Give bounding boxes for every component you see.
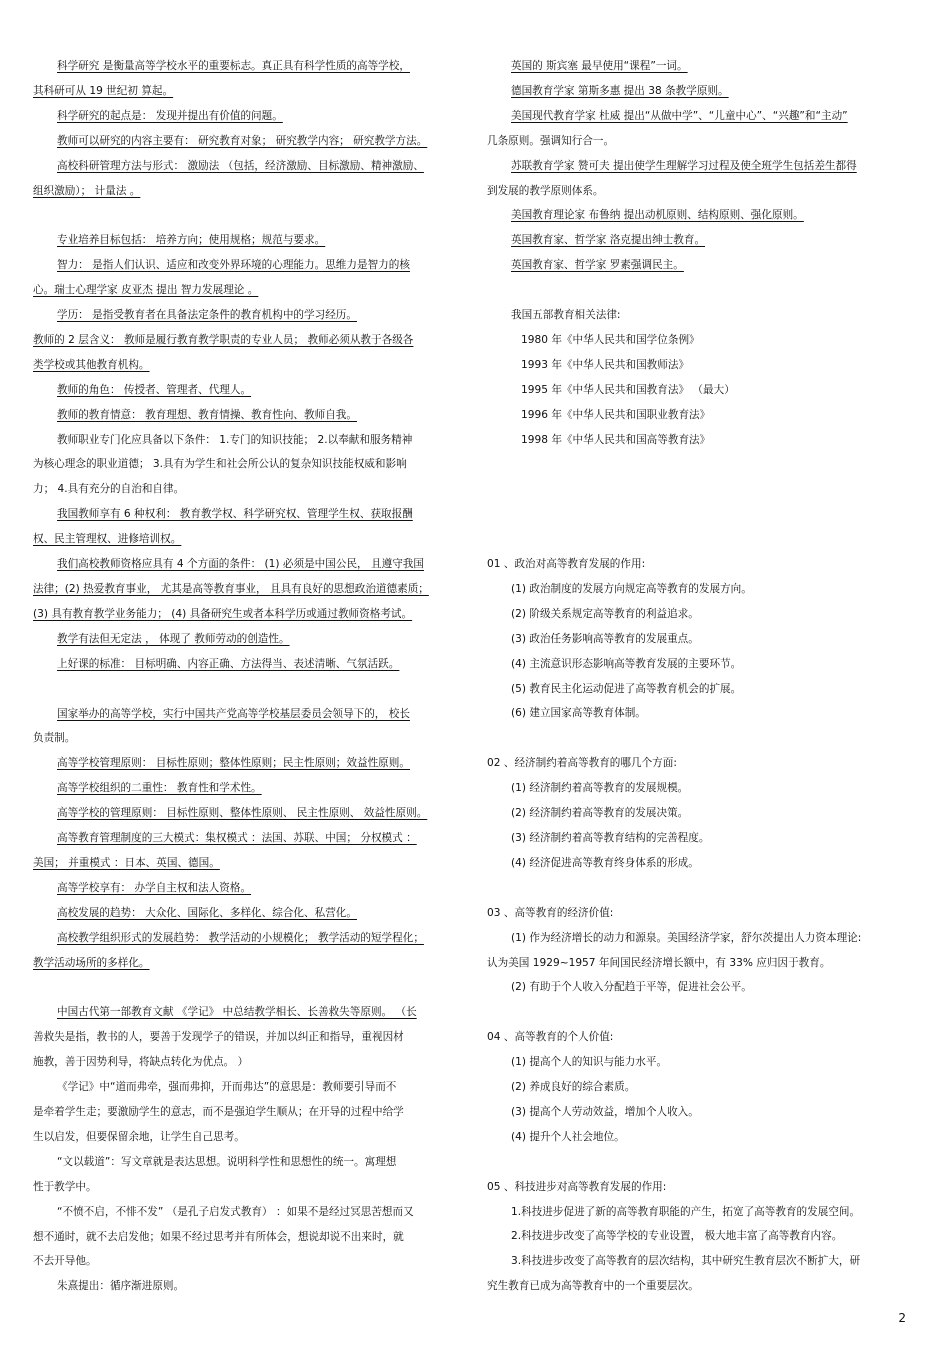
left-line: 美国； 并重模式 ：日本、英国、德国。 xyxy=(33,856,220,869)
right-spacer xyxy=(487,1150,905,1175)
right-spacer xyxy=(487,477,905,502)
right-line: 01 、政治对高等教育发展的作用: xyxy=(487,558,646,571)
left-line: 高校教学组织形式的发展趋势： 教学活动的小规模化； 教学活动的短学程化； xyxy=(57,931,424,944)
left-line: 科学研究的起点是： 发现并提出有价值的问题。 xyxy=(57,109,283,122)
left-line: 高等学校享有： 办学自主权和法人资格。 xyxy=(57,881,252,894)
right-spacer xyxy=(487,452,905,477)
left-line: 负责制。 xyxy=(33,732,76,745)
left-line: 教师职业专门化应具备以下条件： 1.专门的知识技能； 2.以奉献和服务精神 xyxy=(57,433,413,446)
right-line: 05 、科技进步对高等教育发展的作用: xyxy=(487,1180,667,1193)
right-line: 04 、高等教育的个人价值: xyxy=(487,1031,614,1044)
left-line: 善救失是指，教书的人，要善于发现学子的错误，并加以纠正和指导，重视因材 xyxy=(33,1031,404,1044)
left-line: 学历： 是指受教育者在具备法定条件的教育机构中的学习经历。 xyxy=(57,309,357,322)
left-line: 教学活动场所的多样化。 xyxy=(33,956,150,969)
left-line: 想不通时，就不去启发他；如果不经过思考并有所体会，想说却说不出来时，就 xyxy=(33,1230,404,1243)
right-line: 我国五部教育相关法律: xyxy=(511,309,621,322)
left-line: 性于教学中。 xyxy=(33,1180,97,1193)
right-line: (1) 政治制度的发展方向规定高等教育的发展方向。 xyxy=(511,582,752,595)
right-line: 1998 年《中华人民共和国高等教育法》 xyxy=(521,433,711,446)
left-line: 《学记》中“道而弗牵，强而弗抑，开而弗达”的意思是：教师要引导而不 xyxy=(57,1081,397,1094)
left-line: 我国教师享有 6 种权利： 教育教学权、科学研究权、管理学生权、获取报酬 xyxy=(57,508,413,521)
left-spacer xyxy=(33,677,457,702)
right-line: 英国教育家、哲学家 洛克提出绅士教育。 xyxy=(511,234,706,247)
right-line: 美国教育理论家 布鲁纳 提出动机原则、结构原则、强化原则。 xyxy=(511,209,804,222)
right-line: 3.科技进步改变了高等教育的层次结构，其中研究生教育层次不断扩大，研 xyxy=(511,1255,861,1268)
left-spacer xyxy=(33,976,457,1001)
right-spacer xyxy=(487,278,905,303)
right-line: (1) 作为经济增长的动力和源泉。美国经济学家，舒尔茨提出人力资本理论: xyxy=(511,931,862,944)
left-line: 专业培养目标包括： 培养方向；使用规格；规范与要求。 xyxy=(57,234,326,247)
left-line: 生以启发，但要保留余地，让学生自己思考。 xyxy=(33,1130,245,1143)
left-line: 其科研可从 19 世纪初 算起。 xyxy=(33,84,174,97)
left-line: 教师的角色： 传授者、管理者、代理人。 xyxy=(57,383,252,396)
right-line: (3) 政治任务影响高等教育的发展重点。 xyxy=(511,632,699,645)
right-line: (6) 建立国家高等教育体制。 xyxy=(511,707,646,720)
left-line: 为核心理念的职业道德； 3.具有为学生和社会所公认的复杂知识技能权威和影响 xyxy=(33,458,407,471)
left-line: 组织激励）； 计量法 。 xyxy=(33,184,141,197)
right-line: (2) 经济制约着高等教育的发展决策。 xyxy=(511,807,689,820)
page-number: 2 xyxy=(898,1311,906,1325)
left-line: 心。瑞士心理学家 皮亚杰 提出 智力发展理论 。 xyxy=(33,284,259,297)
right-line: (2) 有助于个人收入分配趋于平等，促进社会公平。 xyxy=(511,981,752,994)
left-column xyxy=(33,54,457,1299)
right-line: 究生教育已成为高等教育中的一个重要层次。 xyxy=(487,1280,699,1293)
right-spacer xyxy=(487,1000,905,1025)
right-line: 英国教育家、哲学家 罗素强调民主。 xyxy=(511,259,684,272)
right-line: (3) 提高个人劳动效益，增加个人收入。 xyxy=(511,1105,699,1118)
left-line: 不去开导他。 xyxy=(33,1255,97,1268)
left-line: “文以载道”：写文章就是表达思想。说明科学性和思想性的统一。寓理想 xyxy=(57,1155,397,1168)
left-line: 高等学校组织的二重性： 教育性和学术性。 xyxy=(57,782,262,795)
left-line: 高校发展的趋势： 大众化、国际化、多样化、综合化、私营化。 xyxy=(57,906,357,919)
left-line: 高等教育管理制度的三大模式：集权模式 ：法国、苏联、中国； 分权模式 ： xyxy=(57,832,417,845)
left-spacer xyxy=(33,203,457,228)
left-line: 高等学校管理原则： 目标性原则；整体性原则；民主性原则；效益性原则。 xyxy=(57,757,410,770)
right-line: 1.科技进步促进了新的高等教育职能的产生，拓宽了高等教育的发展空间。 xyxy=(511,1205,861,1218)
left-line: 类学校或其他教育机构。 xyxy=(33,358,150,371)
left-line: 国家举办的高等学校，实行中国共产党高等学校基层委员会领导下的， 校长 xyxy=(57,707,410,720)
left-line: 力； 4.具有充分的自治和自律。 xyxy=(33,483,185,496)
right-line: (3) 经济制约着高等教育结构的完善程度。 xyxy=(511,832,710,844)
right-line: 1980 年《中华人民共和国学位条例》 xyxy=(521,333,700,346)
right-line: 苏联教育学家 赞可夫 提出使学生理解学习过程及使全班学生包括差生都得 xyxy=(511,159,857,172)
left-line: (3) 具有教育教学业务能力； (4) 具备研究生或者本科学历或通过教师资格考试。 xyxy=(33,607,413,620)
right-spacer xyxy=(487,876,905,901)
left-line: 教师的教育情意： 教育理想、教育情操、教育性向、教师自我。 xyxy=(57,408,357,421)
right-line: (4) 经济促进高等教育终身体系的形成。 xyxy=(511,856,699,869)
left-line: 中国古代第一部教育文献 《学记》 中总结教学相长、长善救失等原则。 （长 xyxy=(57,1006,417,1019)
right-line: (4) 主流意识形态影响高等教育发展的主要环节。 xyxy=(511,657,742,670)
left-line: “不愤不启，不悱不发” （是孔子启发式教育） ：如果不是经过冥思苦想而又 xyxy=(57,1205,414,1218)
left-line: 施教，善于因势利导，将缺点转化为优点。 ） xyxy=(33,1056,249,1069)
right-line: 2.科技进步改变了高等学校的专业设置， 极大地丰富了高等教育内容。 xyxy=(511,1230,843,1243)
right-line: 认为美国 1929~1957 年间国民经济增长额中，有 33% 应归因于教育。 xyxy=(487,956,831,969)
left-line: 科学研究 是衡量高等学校水平的重要标志。真正具有科学性质的高等学校， xyxy=(57,60,410,72)
left-line: 教师可以研究的内容主要有： 研究教育对象； 研究教学内容； 研究教学方法。 xyxy=(57,134,428,147)
left-line: 是牵着学生走；要激励学生的意志，而不是强迫学生顺从；在开导的过程中给学 xyxy=(33,1106,404,1119)
left-line: 我们高校教师资格应具有 4 个方面的条件： (1) 必须是中国公民， 且遵守我国 xyxy=(57,558,424,571)
right-spacer xyxy=(487,726,905,751)
right-line: 到发展的教学原则体系。 xyxy=(487,184,604,197)
right-spacer xyxy=(487,502,905,527)
right-line: (2) 阶级关系规定高等教育的利益追求。 xyxy=(511,607,699,620)
right-spacer xyxy=(487,527,905,552)
left-line: 朱熹提出：循序渐进原则。 xyxy=(57,1280,185,1293)
left-line: 教学有法但无定法 ， 体现了 教师劳动的创造性。 xyxy=(57,632,290,645)
right-line: (2) 养成良好的综合素质。 xyxy=(511,1081,636,1094)
left-line: 权、民主管理权、进修培训权。 xyxy=(33,533,182,546)
right-line: 1993 年《中华人民共和国教师法》 xyxy=(521,358,690,371)
left-line: 教师的 2 层含义： 教师是履行教育教学职责的专业人员； 教师必须从教于各级各 xyxy=(33,333,414,346)
right-line: 1995 年《中华人民共和国教育法》 （最大） xyxy=(521,383,735,396)
right-line: 德国教育学家 第斯多惠 提出 38 条教学原则。 xyxy=(511,84,729,97)
right-line: 02 、经济制约着高等教育的哪几个方面: xyxy=(487,757,677,770)
right-line: (5) 教育民主化运动促进了高等教育机会的扩展。 xyxy=(511,682,742,695)
right-line: 1996 年《中华人民共和国职业教育法》 xyxy=(521,408,711,421)
right-line: (1) 提高个人的知识与能力水平。 xyxy=(511,1056,668,1069)
right-line: (1) 经济制约着高等教育的发展规模。 xyxy=(511,782,689,795)
left-line: 上好课的标准： 目标明确、内容正确、方法得当、表述清晰、气氛活跃。 xyxy=(57,657,400,670)
right-line: 几条原则。强调知行合一。 xyxy=(487,134,615,147)
right-line: (4) 提升个人社会地位。 xyxy=(511,1130,625,1143)
left-line: 高等学校的管理原则： 目标性原则、整体性原则、 民主性原则、 效益性原则。 xyxy=(57,807,428,820)
right-column xyxy=(487,54,905,1299)
right-line: 美国现代教育学家 杜威 提出“从做中学”、“儿童中心”、“兴趣”和“主动” xyxy=(511,109,848,122)
right-line: 英国的 斯宾塞 最早使用“课程”一词。 xyxy=(511,60,688,72)
left-line: 智力： 是指人们认识、适应和改变外界环境的心理能力。思维力是智力的核 xyxy=(57,259,410,272)
left-line: 高校科研管理方法与形式： 激励法 （包括，经济激励、目标激励、精神激励、 xyxy=(57,159,424,172)
left-line: 法律；(2) 热爱教育事业， 尤其是高等教育事业， 且具有良好的思想政治道德素质； xyxy=(33,583,429,596)
right-line: 03 、高等教育的经济价值: xyxy=(487,906,614,919)
